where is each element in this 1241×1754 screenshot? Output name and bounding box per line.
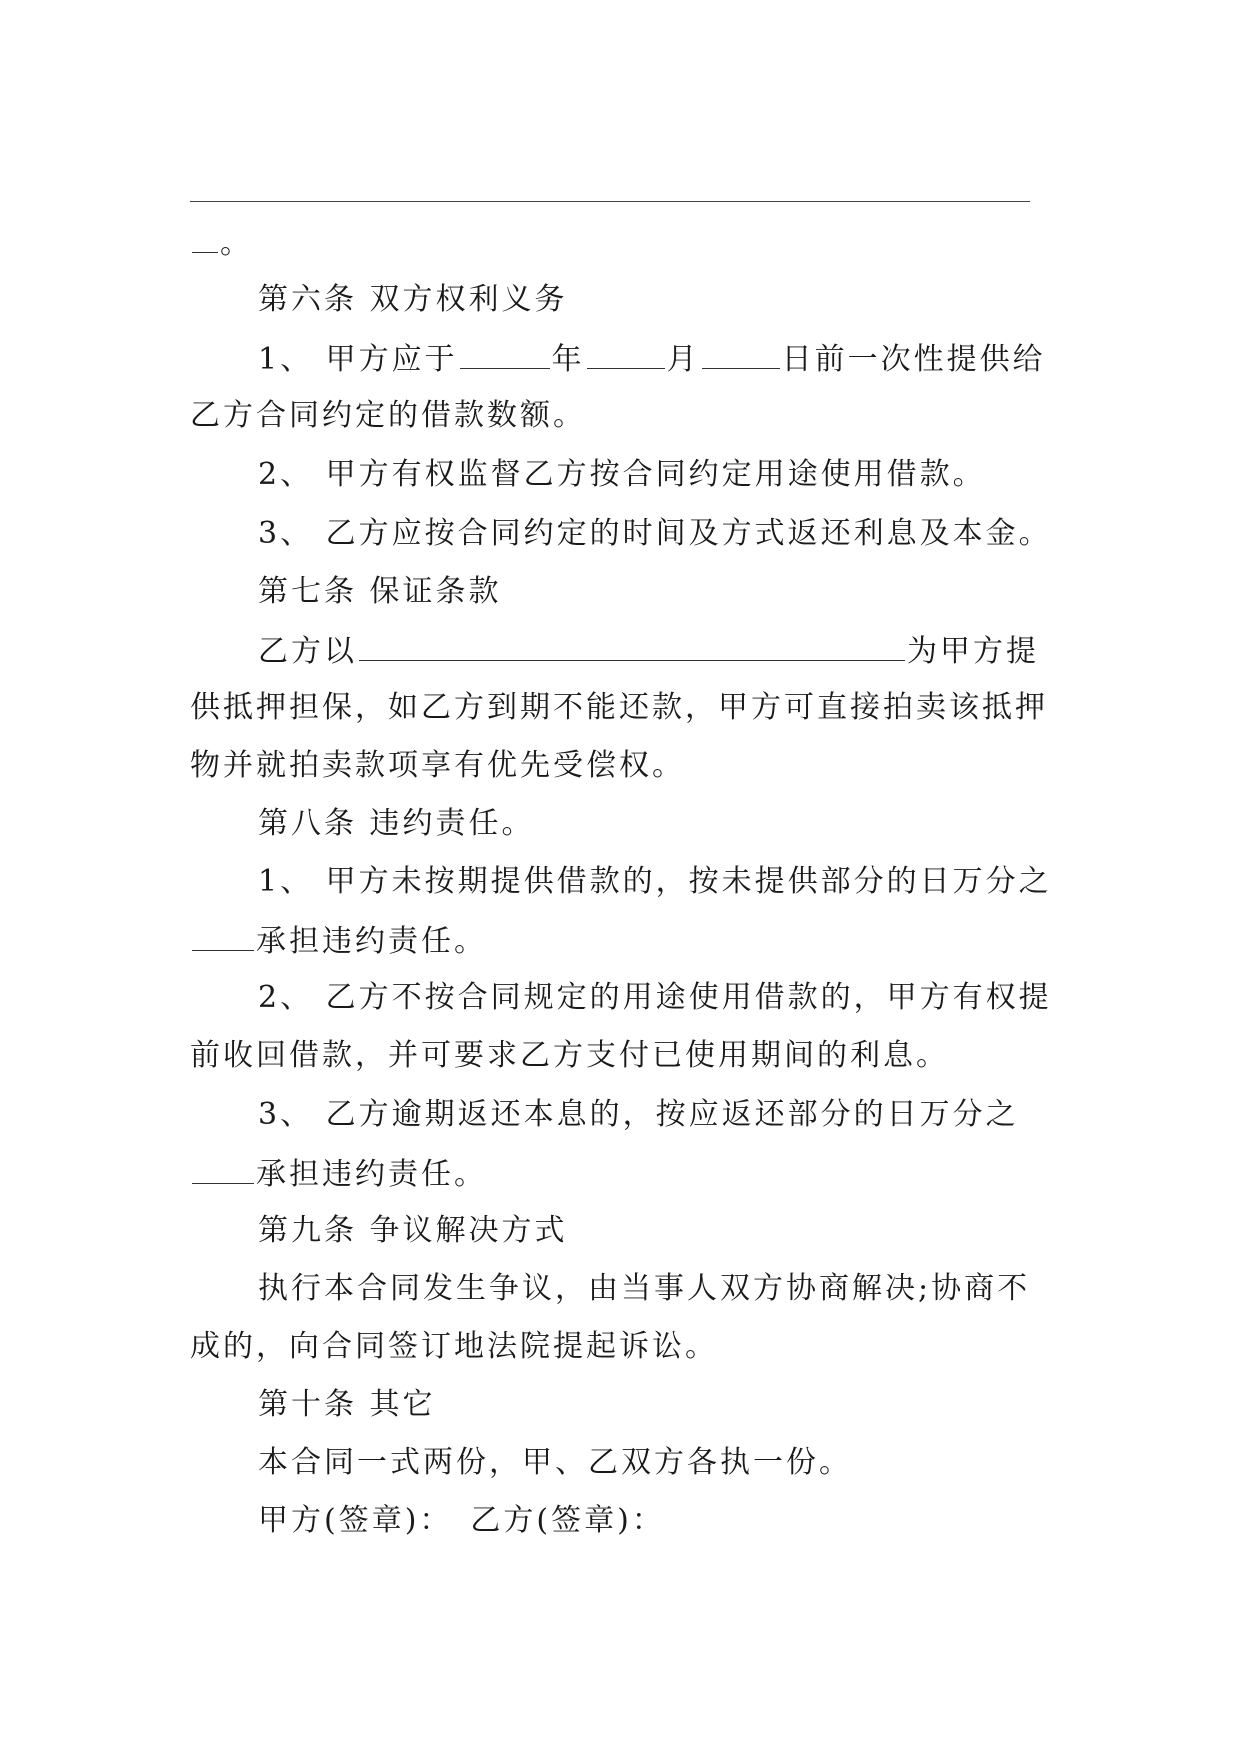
article10-title: 第十条 其它 (258, 1387, 436, 1422)
article10-line1: 本合同一式两份，甲、乙双方各执一份。 (258, 1445, 852, 1480)
article9-title: 第九条 争议解决方式 (258, 1213, 568, 1248)
article8-item3-cont-text: 承担违约责任。 (256, 1157, 487, 1192)
trailing-period: 。 (220, 226, 253, 261)
article8-item1-cont (190, 920, 487, 960)
signature-line (258, 1501, 665, 1541)
trailing-line (190, 222, 253, 262)
article9-line2: 成的，向合同签订地法院提起诉讼。 (190, 1329, 718, 1364)
article7-line3: 物并就拍卖款项享有优先受偿权。 (190, 748, 685, 783)
blank-rate-a (192, 920, 254, 951)
article8-title: 第八条 违约责任。 (258, 806, 535, 841)
article7-line1 (258, 630, 1039, 670)
article6-item1-month: 月 (666, 342, 700, 377)
fill-in-rule (190, 201, 1030, 202)
blank-underline (192, 222, 218, 253)
article8-item3: 3、 乙方逾期返还本息的，按应返还部分的日万分之 (258, 1097, 1019, 1132)
article6-item1 (258, 338, 1046, 378)
article6-item1-suffix: 日前一次性提供给 (781, 342, 1046, 377)
blank-day (702, 338, 780, 369)
article7-title: 第七条 保证条款 (258, 574, 502, 609)
blank-year (460, 338, 550, 369)
article7-line2: 供抵押担保，如乙方到期不能还款，甲方可直接拍卖该抵押 (190, 690, 1048, 725)
party-b-signature-label: 乙方(签章)： (470, 1503, 665, 1538)
article8-item2: 2、 乙方不按合同规定的用途使用借款的，甲方有权提 (258, 980, 1052, 1015)
article8-item1: 1、 甲方未按期提供借款的，按未提供部分的日万分之 (258, 864, 1052, 899)
blank-month (587, 338, 665, 369)
article6-item2: 2、 甲方有权监督乙方按合同约定用途使用借款。 (258, 457, 986, 492)
blank-collateral (359, 630, 905, 661)
article7-line1-prefix: 乙方以 (258, 634, 357, 669)
party-a-signature-label: 甲方(签章)： (258, 1503, 453, 1538)
article9-line1: 执行本合同发生争议，由当事人双方协商解决;协商不 (258, 1271, 1031, 1306)
article8-item2-cont: 前收回借款，并可要求乙方支付已使用期间的利息。 (190, 1038, 949, 1073)
article6-item1-cont: 乙方合同约定的借款数额。 (190, 398, 586, 433)
article7-line1-suffix: 为甲方提 (907, 634, 1039, 669)
article6-item1-year: 年 (551, 342, 585, 377)
article6-title: 第六条 双方权利义务 (258, 282, 568, 317)
article6-item3: 3、 乙方应按合同约定的时间及方式返还利息及本金。 (258, 516, 1052, 551)
article6-item1-prefix: 1、 甲方应于 (258, 342, 458, 377)
article8-item3-cont (190, 1153, 487, 1193)
blank-rate-b (192, 1153, 254, 1184)
article8-item1-cont-text: 承担违约责任。 (256, 924, 487, 959)
